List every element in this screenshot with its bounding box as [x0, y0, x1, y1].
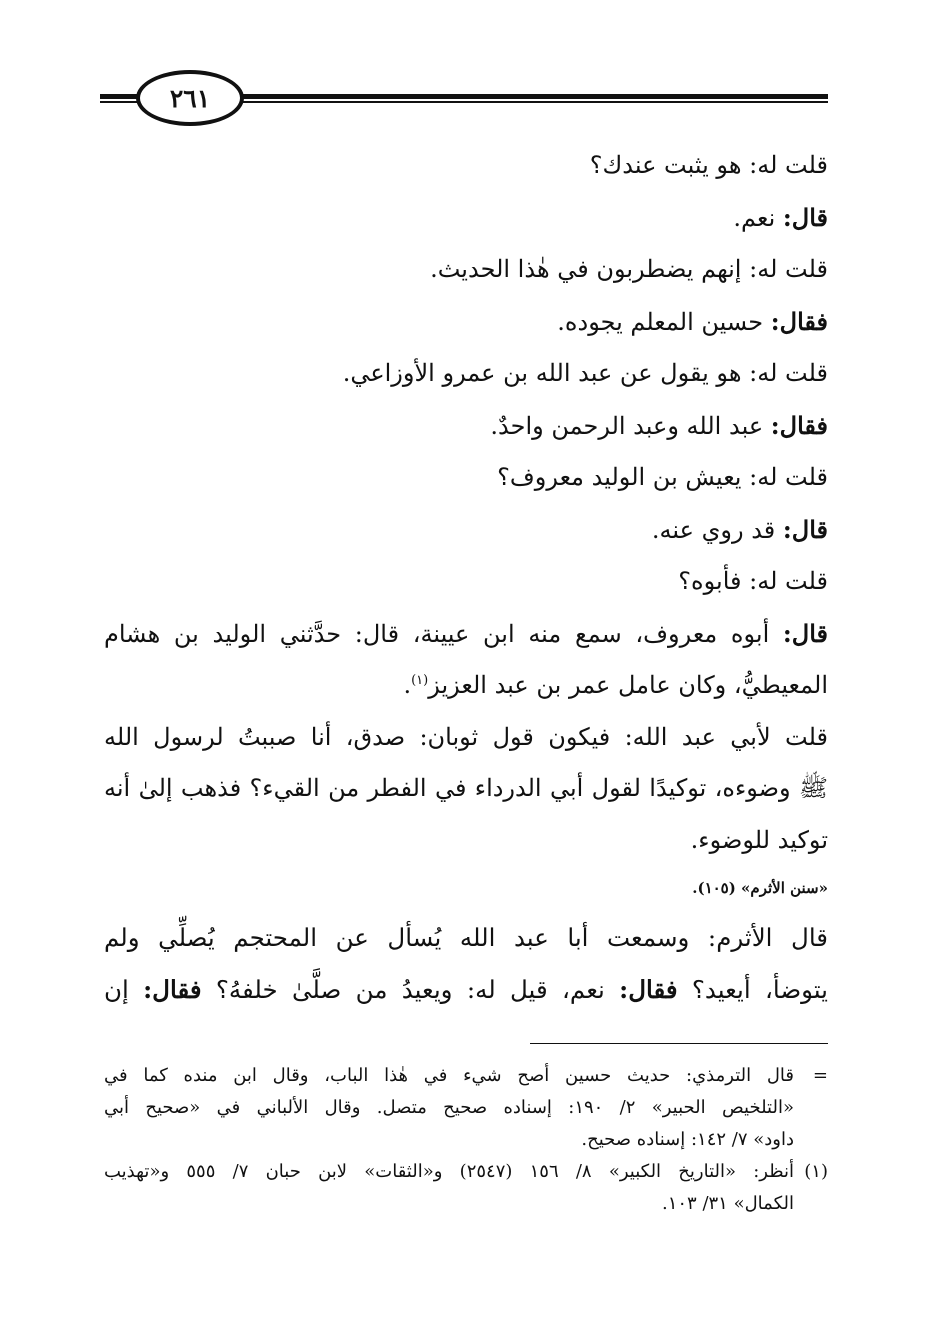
dialogue-line	[104, 400, 828, 453]
speaker-label: فقال:	[619, 975, 678, 1004]
footnote-continuation	[104, 1060, 828, 1156]
speaker-label: فقال:	[143, 975, 202, 1004]
dialogue-line	[104, 140, 828, 192]
dialogue-line	[104, 556, 828, 608]
dialogue-text: نعم.	[733, 203, 783, 232]
dialogue-text: قد روي عنه.	[651, 515, 783, 544]
speaker-label: فقال:	[770, 410, 828, 440]
dialogue-text: حسين المعلم يجوده.	[557, 307, 771, 336]
paragraph-text: إن	[104, 975, 144, 1004]
speaker-label: قلت له:	[749, 567, 828, 595]
footnote-body	[104, 1156, 794, 1220]
paragraph-line: قلت لأبي عبد الله: فيكون قول ثوبان: صدق، أنا صببتُ لرسول الله	[104, 722, 828, 751]
speaker-label: فقال:	[770, 306, 828, 336]
second-paragraph	[104, 912, 828, 1016]
footnote-body	[104, 1060, 794, 1156]
dialogue-text: هو يثبت عندك؟	[589, 151, 750, 179]
dialogue-text: إنهم يضطربون في هٰذا الحديث.	[430, 255, 750, 283]
footnote-separator	[530, 1043, 828, 1044]
paragraph-line	[104, 660, 828, 712]
footnote-ref[interactable]: (١)	[411, 673, 429, 688]
speaker-label: قلت له:	[749, 255, 828, 283]
dialogue-text: هو يقول عن عبد الله بن عمرو الأوزاعي.	[342, 359, 750, 387]
footnote-line: الكمال» ٣١/ ١٠٣.	[661, 1193, 794, 1214]
paragraph-text: أبوه معروف، سمع منه ابن عيينة، قال: حدَّثني الوليد بن هشام	[104, 619, 783, 648]
paragraph-line: توكيد للوضوء.	[690, 825, 828, 854]
dialogue-text: عبد الله وعبد الرحمن واحدٌ.	[490, 411, 771, 440]
main-text	[104, 140, 828, 866]
footnotes	[104, 1060, 828, 1220]
footnote-mark: (١)	[804, 1161, 828, 1182]
footnote-mark: =	[812, 1065, 828, 1086]
speaker-label: قلت له:	[749, 151, 828, 179]
paragraph-line	[104, 608, 828, 661]
dialogue-line	[104, 504, 828, 557]
source-citation: «سنن الأثرم» (١٠٥).	[692, 879, 828, 897]
speaker-label: قلت له:	[749, 463, 828, 491]
paragraph-text: يتوضأ، أيعيد؟	[677, 975, 828, 1004]
dialogue-text: يعيش بن الوليد معروف؟	[497, 463, 750, 491]
dialogue-line	[104, 452, 828, 504]
speaker-label: قال:	[782, 514, 828, 544]
dialogue-line	[104, 296, 828, 349]
footnote-line: قال الترمذي: حديث حسين أصح شيء في هٰذا الباب، وقال ابن منده كما في	[104, 1065, 794, 1086]
dialogue-line	[104, 348, 828, 400]
footnote-line: داود» ٧/ ١٤٢: إسناده صحيح.	[581, 1129, 794, 1150]
footnote-line: أنظر: «التاريخ الكبير» ٨/ ١٥٦ (٢٥٤٧) و«الثقات» لابن حبان ٧/ ٥٥٥ و«تهذيب	[104, 1161, 794, 1182]
paragraph-line: قال الأثرم: وسمعت أبا عبد الله يُسأل عن المحتجم يُصلِّي ولم	[104, 923, 828, 952]
speaker-label: قال:	[782, 202, 828, 232]
paragraph-text: المعيطيُّ، وكان عامل عمر بن عبد العزيز	[428, 671, 828, 699]
paragraph-text: .	[403, 671, 412, 699]
paragraph-line	[104, 964, 828, 1016]
dialogue-text: فأبوه؟	[678, 567, 750, 595]
footnote-line: «التلخيص الحبير» ٢/ ١٩٠: إسناده صحيح متصل. وقال الألباني في «صحيح أبي	[104, 1097, 794, 1118]
page-header	[100, 70, 828, 130]
speaker-label: قلت له:	[749, 359, 828, 387]
paragraph-line: ﷺ وضوءه، توكيدًا لقول أبي الدرداء في الفطر من القيء؟ فذهب إلىٰ أنه	[104, 774, 828, 802]
dialogue-line	[104, 192, 828, 245]
footnote-1	[104, 1156, 828, 1220]
page-number-badge	[136, 70, 244, 126]
speaker-label: قال:	[782, 618, 829, 648]
page-number: ٢٦١	[169, 83, 211, 113]
paragraph-text: نعم، قيل له: ويعيدُ من صلَّىٰ خلفهُ؟	[201, 975, 620, 1004]
dialogue-line	[104, 244, 828, 296]
